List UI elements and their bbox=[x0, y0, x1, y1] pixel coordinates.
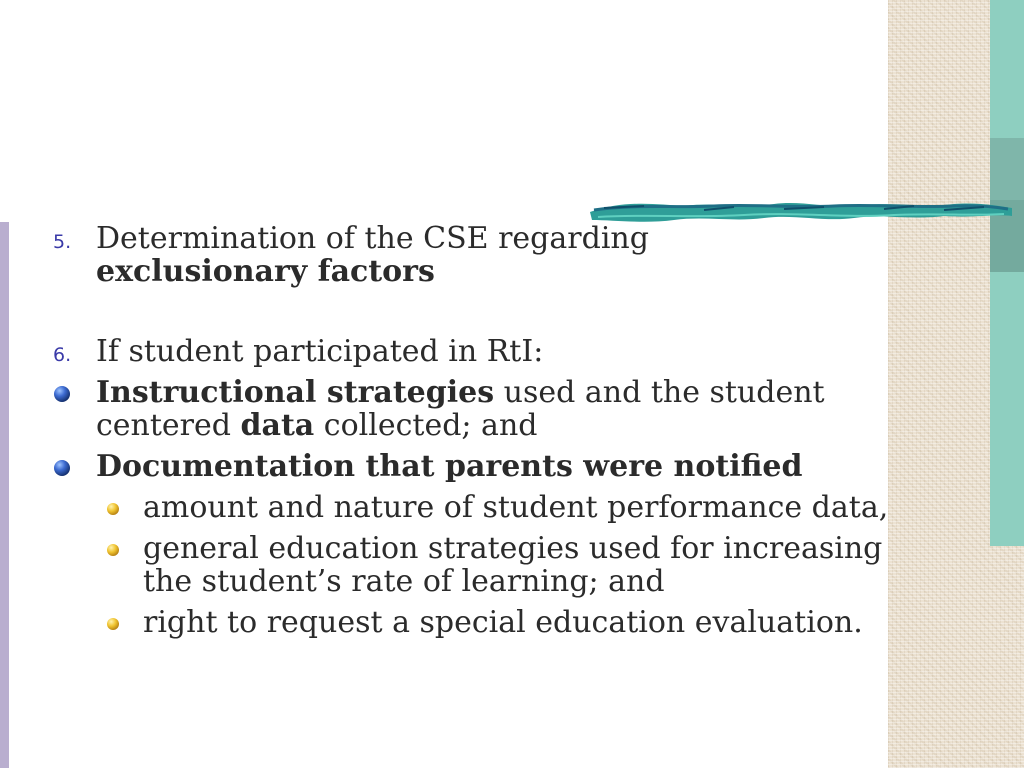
bullet-item-documentation bbox=[50, 450, 900, 483]
sub-bullet-item bbox=[50, 491, 900, 524]
blue-sphere-bullet-icon bbox=[54, 460, 70, 476]
bullet-bold-text: data bbox=[240, 408, 315, 443]
bullet-bold-text: Documentation that parents were notified bbox=[96, 449, 803, 484]
item-text: If student participated in RtI: bbox=[96, 334, 544, 369]
sub-bullet-item bbox=[50, 606, 900, 639]
bullet-item-instructional-strategies bbox=[50, 376, 900, 442]
sub-bullet-text: general education strategies used for increasing the student’s rate of learning; and bbox=[143, 531, 883, 599]
gold-sphere-bullet-icon bbox=[107, 544, 119, 556]
item-text: Determination of the CSE regarding bbox=[96, 221, 649, 256]
list-number: 6. bbox=[53, 344, 72, 366]
sub-bullet-item bbox=[50, 532, 900, 598]
bullet-text: collected; and bbox=[314, 408, 538, 443]
slide-content bbox=[50, 222, 900, 639]
list-number: 5. bbox=[53, 231, 72, 253]
numbered-item-5 bbox=[50, 222, 900, 288]
item-bold-text: exclusionary factors bbox=[96, 254, 435, 289]
gold-sphere-bullet-icon bbox=[107, 503, 119, 515]
gold-sphere-bullet-icon bbox=[107, 618, 119, 630]
sub-bullet-text: right to request a special education evaluation. bbox=[143, 605, 863, 640]
left-accent-bar bbox=[0, 222, 9, 768]
bullet-text: used and the student centered bbox=[96, 375, 825, 443]
blue-sphere-bullet-icon bbox=[54, 386, 70, 402]
teal-accent-strip bbox=[990, 0, 1024, 546]
numbered-item-6 bbox=[50, 335, 900, 368]
bullet-bold-text: Instructional strategies bbox=[96, 375, 495, 410]
sub-bullet-text: amount and nature of student performance data, bbox=[143, 490, 889, 525]
